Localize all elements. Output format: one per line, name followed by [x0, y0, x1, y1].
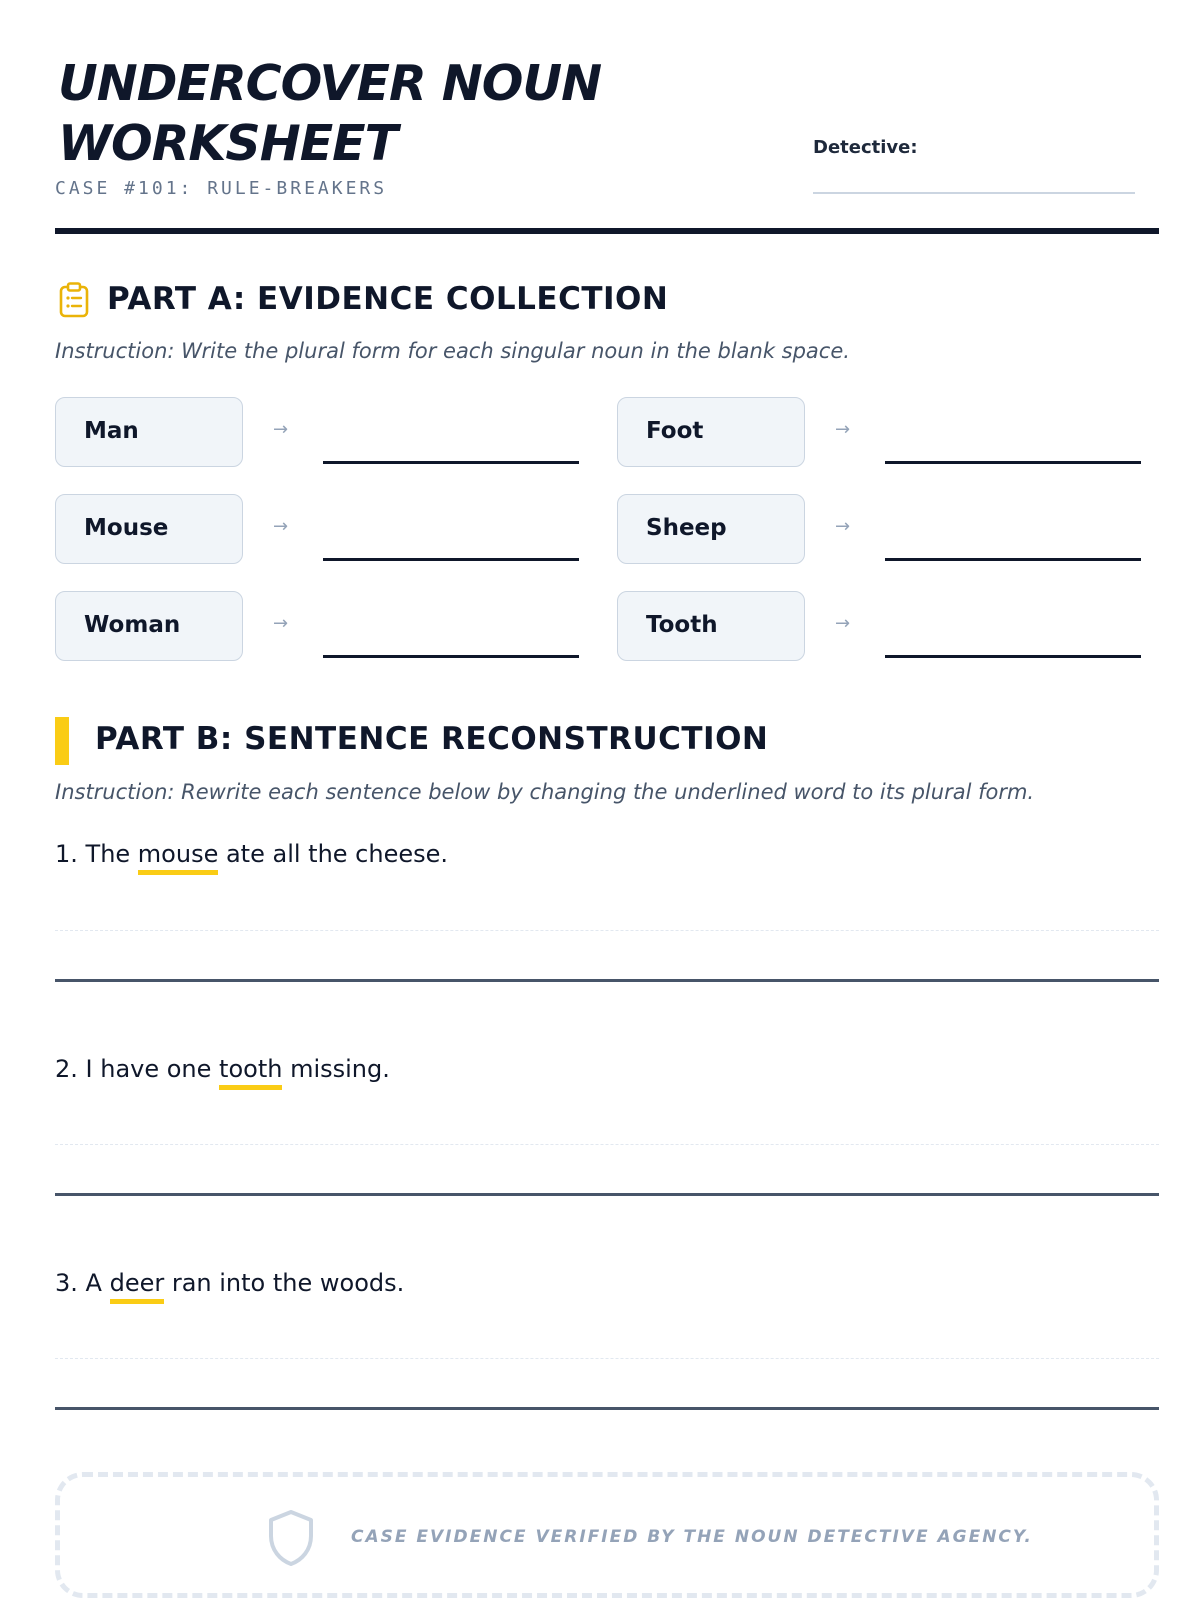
singular-noun: Woman [55, 591, 243, 661]
header-divider [55, 228, 1159, 234]
noun-row [55, 591, 615, 661]
arrow-icon: → [273, 419, 289, 440]
sentence-text: missing. [282, 1055, 390, 1083]
noun-row [617, 494, 1177, 564]
shield-icon [267, 1509, 315, 1567]
footer-text: CASE EVIDENCE VERIFIED BY THE NOUN DETECTIVE AGENCY. [351, 1527, 1033, 1547]
answer-line[interactable] [55, 1407, 1159, 1410]
detective-label: Detective: [813, 137, 918, 158]
sentence-text: ate all the cheese. [218, 840, 449, 868]
underlined-word: deer [110, 1269, 165, 1304]
plural-answer-blank[interactable] [323, 655, 579, 658]
arrow-icon: → [835, 613, 851, 634]
underlined-word: tooth [219, 1055, 282, 1090]
plural-answer-blank[interactable] [885, 655, 1141, 658]
part-b-instruction: Instruction: Rewrite each sentence below by changing the underlined word to its plural form. [55, 780, 1035, 804]
singular-noun: Tooth [617, 591, 805, 661]
underlined-word: mouse [138, 840, 219, 875]
part-a-instruction: Instruction: Write the plural form for each singular noun in the blank space. [55, 339, 850, 363]
singular-noun: Mouse [55, 494, 243, 564]
case-label: CASE #101: RULE-BREAKERS [55, 178, 388, 199]
noun-row [55, 494, 615, 564]
sentence-text: ran into the woods. [164, 1269, 405, 1297]
arrow-icon: → [835, 419, 851, 440]
answer-line[interactable] [55, 979, 1159, 982]
noun-row [617, 397, 1177, 467]
sentence-prompt [55, 840, 448, 868]
writing-guide-line [55, 930, 1159, 931]
sentence-prompt [55, 1055, 390, 1083]
singular-noun: Man [55, 397, 243, 467]
arrow-icon: → [835, 516, 851, 537]
section-accent-bar [55, 717, 69, 765]
arrow-icon: → [273, 613, 289, 634]
detective-name-field[interactable] [813, 192, 1135, 194]
plural-answer-blank[interactable] [885, 558, 1141, 561]
noun-row [55, 397, 615, 467]
sentence-text: 2. I have one [55, 1055, 220, 1083]
page-title: UNDERCOVER NOUN WORKSHEET [58, 55, 602, 172]
part-a-heading: PART A: EVIDENCE COLLECTION [107, 281, 669, 317]
singular-noun: Sheep [617, 494, 805, 564]
sentence-prompt [55, 1269, 404, 1297]
plural-answer-blank[interactable] [323, 461, 579, 464]
arrow-icon: → [273, 516, 289, 537]
verification-footer [55, 1472, 1159, 1598]
plural-answer-blank[interactable] [885, 461, 1141, 464]
answer-line[interactable] [55, 1193, 1159, 1196]
noun-row [617, 591, 1177, 661]
part-b-heading: PART B: SENTENCE RECONSTRUCTION [95, 721, 769, 757]
sentence-text: 3. A [55, 1269, 110, 1297]
writing-guide-line [55, 1144, 1159, 1145]
worksheet-page [55, 0, 1159, 1600]
plural-answer-blank[interactable] [323, 558, 579, 561]
writing-guide-line [55, 1358, 1159, 1359]
clipboard-icon [58, 282, 90, 318]
singular-noun: Foot [617, 397, 805, 467]
sentence-text: 1. The [55, 840, 138, 868]
